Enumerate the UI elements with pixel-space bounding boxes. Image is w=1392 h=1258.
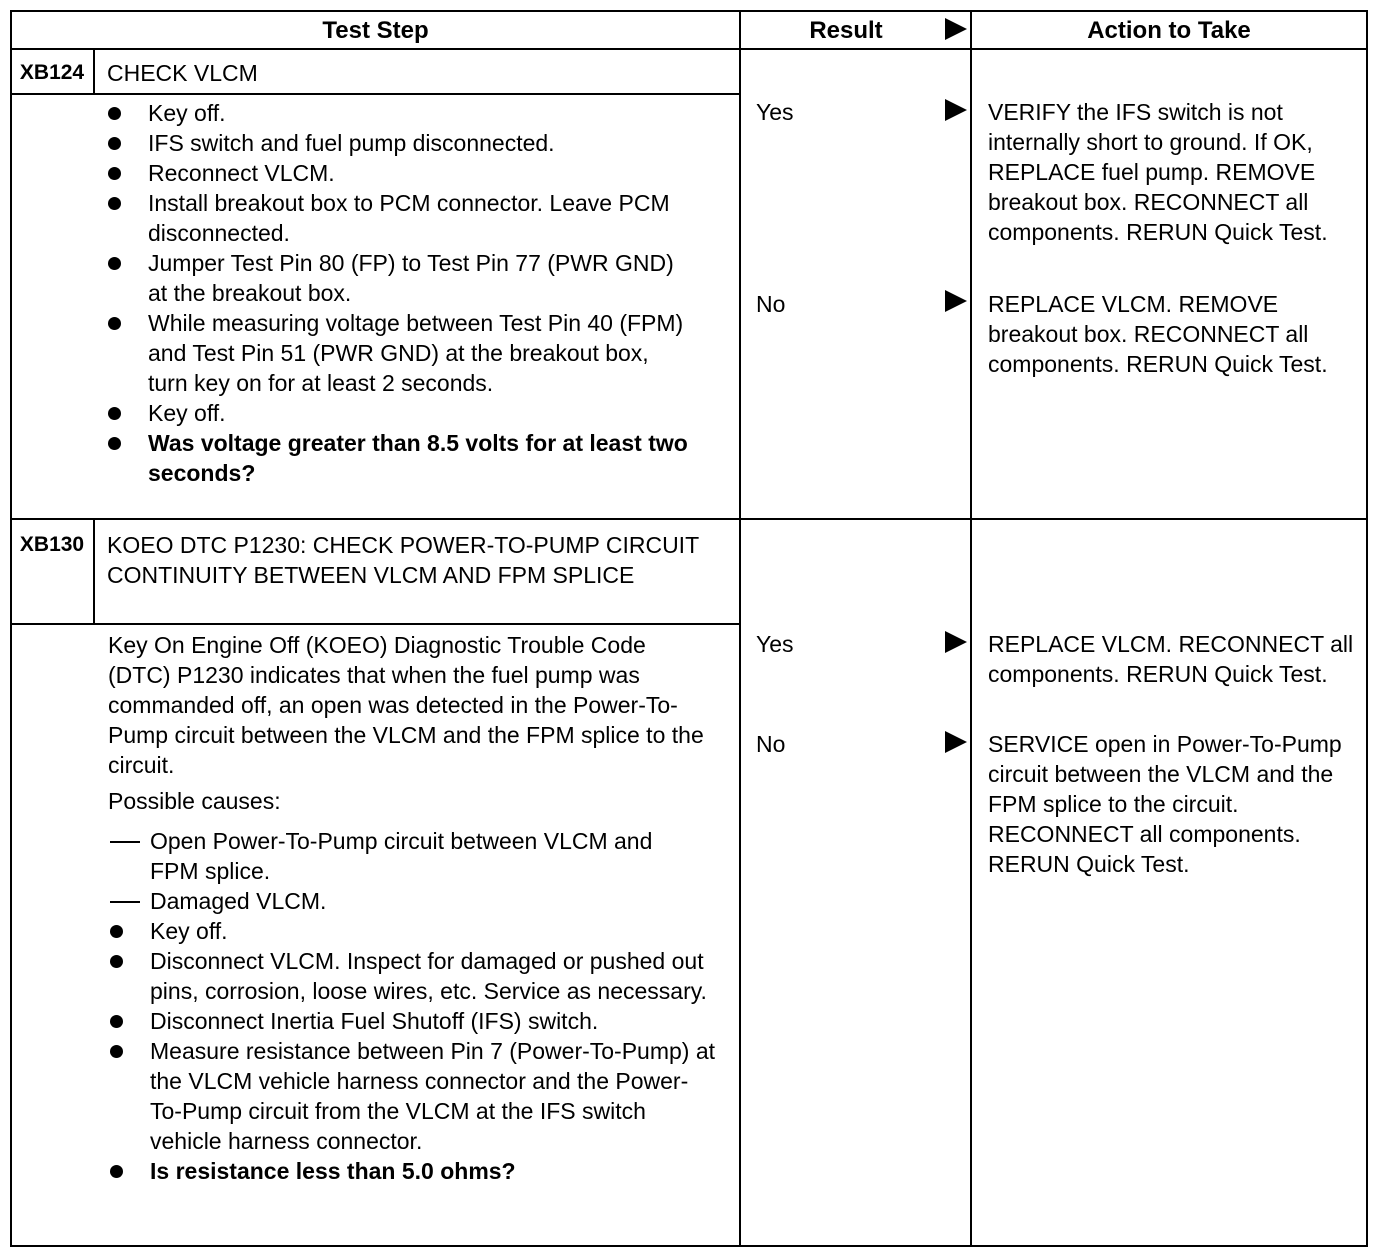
action-text: VERIFY the IFS switch is not internally short to ground. If OK, REPLACE fuel pump. REMOVE breakout box. RECONNECT all components. RERUN Quick Test. (988, 99, 1328, 245)
step-title-underline (10, 93, 739, 95)
table-left-border (10, 10, 12, 1247)
list-item: Damaged VLCM. (106, 886, 706, 916)
result-yes: Yes (756, 631, 794, 657)
bullet-icon (108, 437, 121, 450)
list-item: Measure resistance between Pin 7 (Power-To-Pump) at the VLCM vehicle harness connector and the Power-To-Pump circuit from the VLCM at the IFS switch vehicle harness connector. (106, 1036, 716, 1156)
step-bullet-list (106, 916, 716, 1186)
list-item: Disconnect Inertia Fuel Shutoff (IFS) switch. (106, 1006, 716, 1036)
bullet-icon (108, 137, 121, 150)
dash-icon (110, 901, 140, 903)
result-no: No (756, 291, 786, 317)
header-bottom-border (10, 48, 1368, 50)
header-result: Result (809, 17, 883, 44)
list-item: Jumper Test Pin 80 (FP) to Test Pin 77 (PWR GND) at the breakout box. (104, 248, 694, 308)
list-item: Reconnect VLCM. (104, 158, 694, 188)
bullet-icon (108, 107, 121, 120)
header-arrow-icon (945, 18, 967, 40)
step-title-underline (10, 623, 739, 625)
bullet-icon (110, 1045, 123, 1058)
step-title: CHECK VLCM (107, 60, 258, 86)
action-text: SERVICE open in Power-To-Pump circuit between the VLCM and the FPM splice to the circuit. RECONNECT all components. RERUN Quick Test. (988, 731, 1342, 877)
causes-list (106, 826, 706, 916)
step-code: XB124 (19, 61, 85, 84)
bullet-icon (110, 1015, 123, 1028)
result-no: No (756, 731, 786, 757)
list-item: Install breakout box to PCM connector. Leave PCM disconnected. (104, 188, 694, 248)
result-yes: Yes (756, 99, 794, 125)
step-title: KOEO DTC P1230: CHECK POWER-TO-PUMP CIRCUIT CONTINUITY BETWEEN VLCM AND FPM SPLICE (107, 532, 699, 588)
step-code-divider (93, 518, 95, 624)
causes-label: Possible causes: (108, 788, 281, 814)
arrow-icon (945, 290, 967, 312)
header-test-step: Test Step (322, 17, 429, 44)
list-item: While measuring voltage between Test Pin 40 (FPM) and Test Pin 51 (PWR GND) at the breakout box, turn key on for at least 2 seconds. (104, 308, 694, 398)
table-bottom-border (10, 1245, 1368, 1247)
list-item: Disconnect VLCM. Inspect for damaged or pushed out pins, corrosion, loose wires, etc. Service as necessary. (106, 946, 716, 1006)
step-intro: Key On Engine Off (KOEO) Diagnostic Trouble Code (DTC) P1230 indicates that when the fuel pump was commanded off, an open was detected in the Power-To-Pump circuit between the VLCM and the FPM splice to the circuit. (108, 632, 704, 778)
arrow-icon (945, 731, 967, 753)
list-item-question: Was voltage greater than 8.5 volts for at least two seconds? (104, 428, 694, 488)
bullet-icon (108, 167, 121, 180)
list-item: Key off. (104, 98, 694, 128)
bullet-icon (108, 317, 121, 330)
list-item: IFS switch and fuel pump disconnected. (104, 128, 694, 158)
list-item: Key off. (104, 398, 694, 428)
bullet-icon (108, 197, 121, 210)
row-divider (10, 518, 1368, 520)
result-column-border (739, 10, 741, 1247)
action-text: REPLACE VLCM. REMOVE breakout box. RECONNECT all components. RERUN Quick Test. (988, 291, 1328, 377)
list-item-question: Is resistance less than 5.0 ohms? (106, 1156, 716, 1186)
dash-icon (110, 841, 140, 843)
bullet-icon (110, 1165, 123, 1178)
bullet-icon (110, 955, 123, 968)
bullet-icon (110, 925, 123, 938)
action-text: REPLACE VLCM. RECONNECT all components. RERUN Quick Test. (988, 631, 1354, 687)
step-code-divider (93, 48, 95, 94)
arrow-icon (945, 99, 967, 121)
step-bullet-list (104, 98, 694, 488)
header-action: Action to Take (1087, 17, 1251, 44)
step-code: XB130 (19, 533, 85, 556)
action-column-border (970, 10, 972, 1247)
bullet-icon (108, 257, 121, 270)
bullet-icon (108, 407, 121, 420)
arrow-icon (945, 631, 967, 653)
list-item: Open Power-To-Pump circuit between VLCM and FPM splice. (106, 826, 706, 886)
list-item: Key off. (106, 916, 716, 946)
